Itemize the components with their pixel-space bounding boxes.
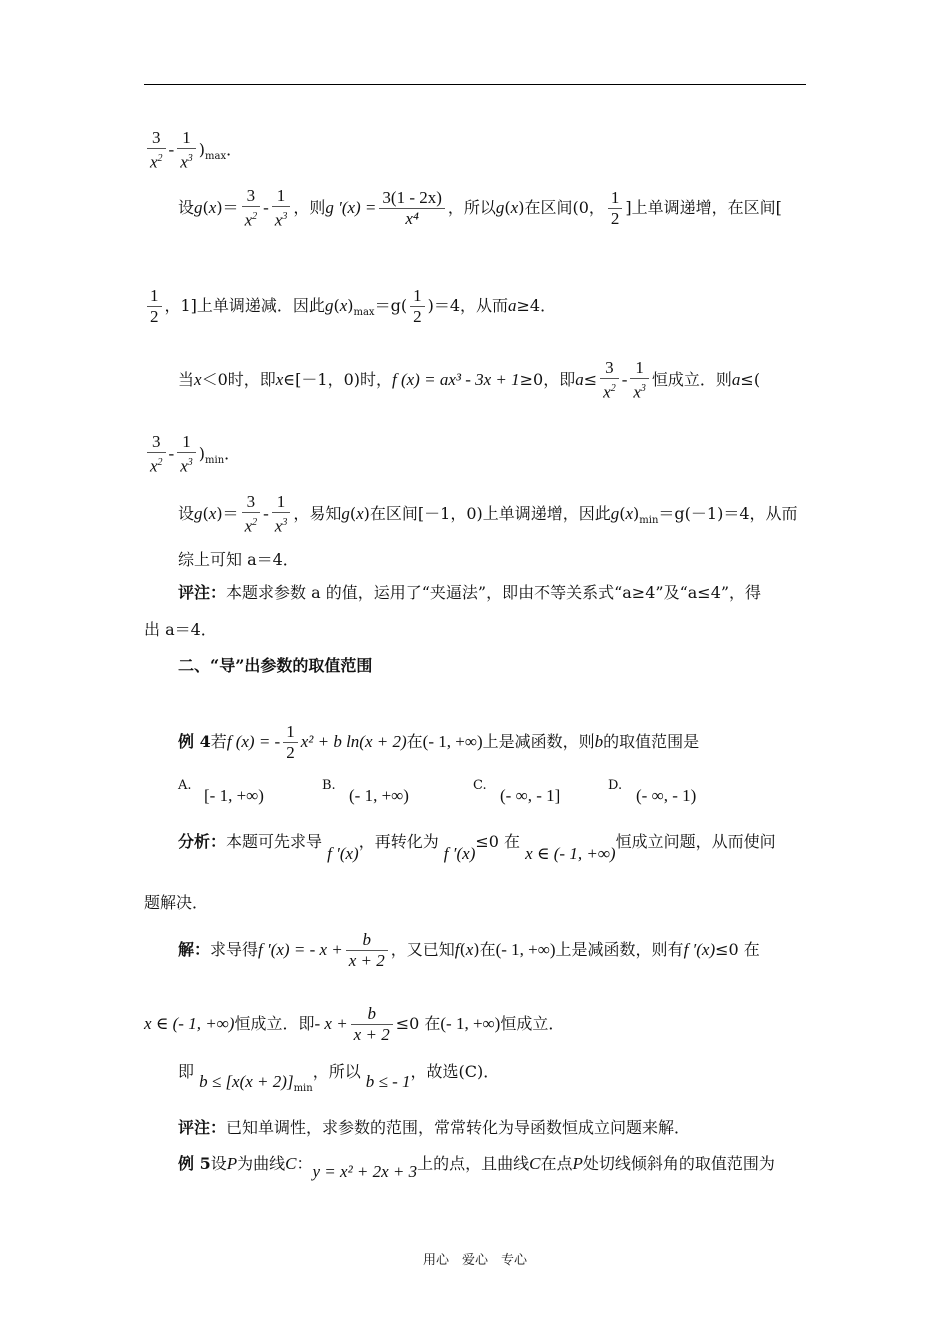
note-1-cont: 出 a＝4．	[144, 620, 217, 639]
line-2: 设g(x)＝ $\frac{3}{x^2}$ - $\frac{1}{x^3}$ ，则g ′(x) = $\frac{3(1 - 2x)}{\text{x⁴}}$ ，所以g(x)在区间(0， $\frac{1}{2}$ ]上单调递增，在区间[	[178, 186, 782, 230]
line-7: 综上可知 a＝4．	[178, 550, 299, 569]
header-rule	[144, 84, 806, 85]
line-4: 当x＜0时，即x∈[－1，0)时，f (x) = ax³ - 3x + 1≥0，即a≤ $\frac{3}{x^2}$ - $\frac{1}{x^3}$ 恒成立．则a≤(	[178, 358, 761, 402]
line-1: $\frac{3}{x^2}$ - $\frac{1}{x^3}$ )$_{max}$．	[144, 128, 242, 173]
example-5: 例 5设P为曲线C：y = x² + 2x + 3上的点，且曲线C在点P处切线倾斜角的取值范围为	[178, 1154, 775, 1181]
solution-cont: x ∈ (- 1, +∞)恒成立．即- x + $\frac{b}{x + 2}$ ≤0 在(- 1, +∞)恒成立．	[144, 1004, 565, 1044]
line-5: $\frac{3}{x^2}$ - $\frac{1}{x^3}$ )$_{min}$．	[144, 432, 240, 477]
analysis-cont: 题解决．	[144, 893, 209, 912]
option-a: A.	[178, 778, 192, 793]
example-4: 例 4若f (x) = - $\frac{1}{2}$ x² + b ln(x + 2)在(- 1, +∞)上是减函数，则b的取值范围是	[178, 722, 700, 762]
note-2: 评注：已知单调性，求参数的范围，常常转化为导函数恒成立问题来解．	[178, 1118, 691, 1137]
option-a-value: [- 1, +∞)	[204, 786, 264, 805]
page-footer: 用心 爱心 专心	[422, 1253, 527, 1268]
section-heading: 二、“导”出参数的取值范围	[178, 656, 373, 675]
max-sub: max	[205, 151, 227, 163]
line-3: $\frac{1}{2}$ ，1]上单调递减．因此$g(x)_{max}=g$( $\frac{1}{2}$ )＝4，从而a≥4．	[144, 286, 556, 327]
line-6: 设g(x)＝ $\frac{3}{x^2}$ - $\frac{1}{x^3}$ ，易知g(x)在区间[－1，0)上单调递增，因此$g(x)_{min}=g(-1)=4$，从而	[178, 492, 798, 536]
solution: 解：求导得f ′(x) = - x + $\frac{b}{x + 2}$ ，又已知f(x)在(- 1, +∞)上是减函数，则有f ′(x)≤0 在	[178, 930, 760, 970]
option-d-value: (- ∞, - 1)	[636, 786, 697, 805]
option-c-value: (- ∞, - 1]	[500, 786, 561, 805]
option-b: B.	[322, 778, 336, 793]
solution-result: 即 $b \le [x(x + 2)]_{min}$，所以 b ≤ - 1，故选(C)．	[178, 1062, 500, 1095]
option-b-value: (- 1, +∞)	[349, 786, 409, 805]
option-c: C.	[473, 778, 487, 793]
option-d: D.	[608, 778, 623, 793]
analysis: 分析：本题可先求导 f ′(x)，再转化为 f ′(x)≤0 在 x ∈ (- 1, +∞)恒成立问题，从而使问	[178, 832, 776, 863]
note-1: 评注：本题求参数 a 的值，运用了“夹逼法”，即由不等关系式“a≥4”及“a≤4”，得	[178, 583, 762, 602]
